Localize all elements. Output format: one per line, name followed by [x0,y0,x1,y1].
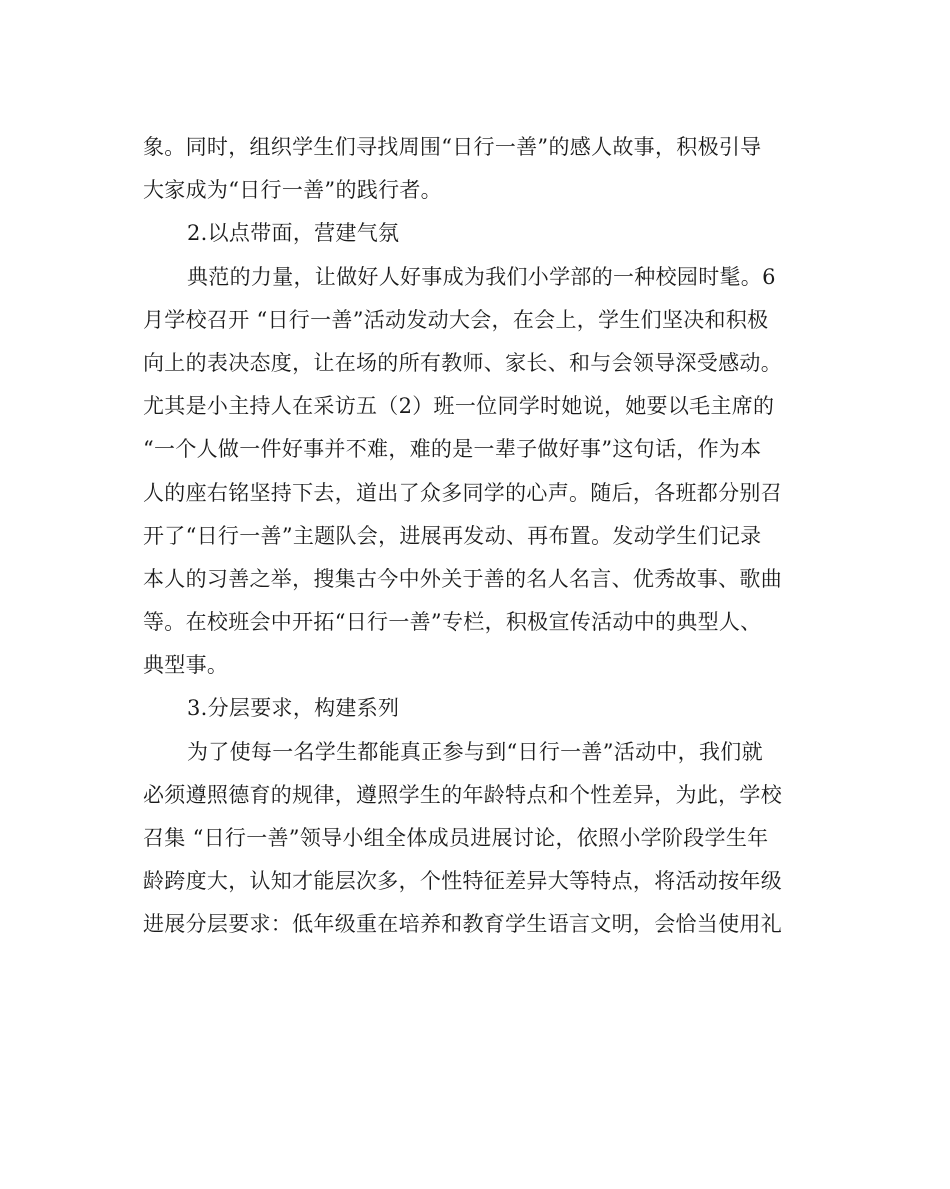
text-line: 龄跨度大，认知才能层次多，个性特征差异大等特点，将活动按年级 [143,869,782,894]
text-line: 等。在校班会中开拓“日行一善”专栏，积极宣传活动中的典型人、 [143,610,762,635]
text-line: 本人的习善之举，搜集古今中外关于善的名人名言、优秀故事、歌曲 [143,566,782,591]
text-line: 尤其是小主持人在采访五（2）班一位同学时她说，她要以毛主席的 [143,394,775,419]
text-line: 象。同时，组织学生们寻找周围“日行一善”的感人故事，积极引导 [143,135,762,159]
text-line: 典范的力量，让做好人好事成为我们小学部的一种校园时髦。6 [187,264,776,289]
text-line: 进展分层要求：低年级重在培养和教育学生语言文明，会恰当使用礼 [143,912,782,937]
section-heading: 2.以点带面，营建气氛 [187,221,400,246]
text-line: 必须遵照德育的规律，遵照学生的年龄特点和个性差异，为此，学校 [143,782,782,807]
text-line: 人的座右铭坚持下去，道出了众多同学的心声。随后，各班都分别召 [143,480,782,505]
text-line: 月学校召开 “日行一善”活动发动大会，在会上，学生们坚决和积极 [143,307,769,332]
section-heading: 3.分层要求，构建系列 [187,696,400,721]
text-line: 召集 “日行一善”领导小组全体成员进展讨论，依照小学阶段学生年 [143,826,769,850]
document-body [143,126,813,947]
text-line: 大家成为“日行一善”的践行者。 [143,178,442,203]
text-line: “一个人做一件好事并不难，难的是一辈子做好事”这句话，作为本 [143,437,762,462]
text-line: 向上的表决态度，让在场的所有教师、家长、和与会领导深受感动。 [143,350,782,375]
text-line: 为了使每一名学生都能真正参与到“日行一善”活动中，我们就 [187,739,763,764]
text-line: 开了“日行一善”主题队会，进展再发动、再布置。发动学生们记录 [143,523,762,548]
text-line: 典型事。 [143,653,229,678]
